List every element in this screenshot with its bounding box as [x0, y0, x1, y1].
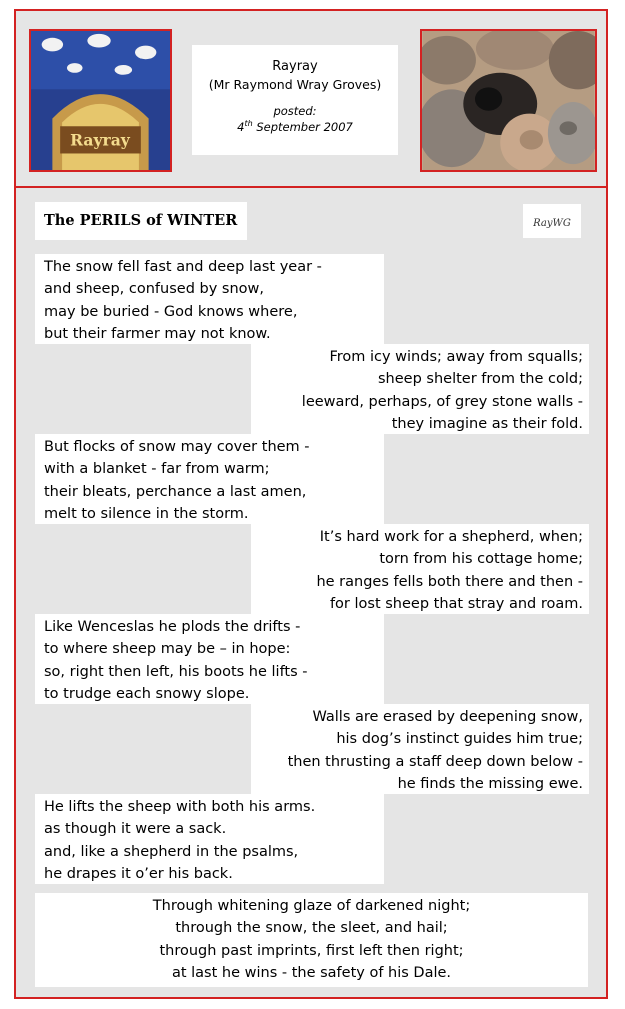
poem-line: for lost sheep that stray and roam. [329, 596, 583, 613]
poem-line: may be buried - God knows where, [44, 303, 298, 320]
stanza-3 [35, 434, 384, 524]
poem-line: he ranges fells both there and then - [316, 573, 583, 590]
stanza-5 [35, 614, 384, 704]
poem-line: But flocks of snow may cover them - [44, 439, 310, 455]
poem-line: leeward, perhaps, of grey stone walls - [301, 393, 583, 410]
rayray-logo-image [29, 29, 172, 172]
poem-title: The PERILS of WINTER [35, 202, 247, 240]
author-fullname: (Mr Raymond Wray Groves) [208, 77, 382, 92]
poem-line: he drapes it o’er his back. [44, 866, 233, 883]
poem-line: torn from his cottage home; [379, 551, 583, 568]
poem-line: his dog’s instinct guides him true; [336, 731, 583, 748]
poem-line: to trudge each snowy slope. [44, 686, 250, 703]
stanza-4 [251, 524, 589, 614]
stanza-6 [251, 704, 589, 794]
poem-line: as though it were a sack. [44, 821, 227, 838]
posted-label: posted: [273, 104, 317, 118]
poem-line: at last he wins - the safety of his Dale. [171, 965, 452, 982]
poem-line: The snow fell fast and deep last year - [44, 259, 322, 275]
poem-line: sheep shelter from the cold; [378, 371, 583, 388]
sheep-flock-illustration [422, 31, 595, 170]
poem-line: melt to silence in the storm. [44, 506, 249, 523]
signature-text: RayWG [533, 218, 571, 229]
poem-line: Walls are erased by deepening snow, [312, 709, 583, 725]
poem-line: then thrusting a staff deep down below - [287, 753, 583, 770]
poem-line: so, right then left, his boots he lifts - [44, 663, 308, 680]
poem-line: their bleats, perchance a last amen, [44, 483, 307, 500]
poem-line: and sheep, confused by snow, [44, 281, 264, 298]
rayray-logo-text: Rayray [70, 130, 130, 150]
poem-line: he finds the missing ewe. [397, 776, 583, 793]
sheep-photo [420, 29, 597, 172]
stanza-1 [35, 254, 384, 344]
author-name: Rayray [272, 59, 318, 74]
poem-line: but their farmer may not know. [44, 326, 271, 343]
posted-date [192, 119, 398, 135]
posted-day-suffix: th [244, 119, 253, 129]
poem-line: He lifts the sheep with both his arms. [44, 799, 316, 815]
signature-image [523, 204, 581, 238]
poem-line: through the snow, the sleet, and hail; [175, 920, 448, 937]
posted-month-year: September 2007 [252, 120, 353, 134]
signature-scribble [523, 204, 581, 238]
poem-line: Through whitening glaze of darkened night; [152, 898, 471, 914]
poem-line: they imagine as their fold. [391, 416, 583, 433]
posted-day: 4 [237, 120, 245, 134]
stanza-7 [35, 794, 384, 884]
stanza-2 [251, 344, 589, 434]
sheep-sky-illustration [31, 31, 170, 170]
author-info-box [192, 45, 398, 155]
poem-line: to where sheep may be – in hope: [44, 641, 291, 658]
poem-line: It’s hard work for a shepherd, when; [319, 529, 583, 545]
poem-line: and, like a shepherd in the psalms, [44, 843, 299, 860]
poem-line: From icy winds; away from squalls; [329, 349, 583, 365]
poem-line: through past imprints, first left then right; [159, 942, 464, 959]
stanza-8 [35, 893, 588, 987]
poem-line: with a blanket - far from warm; [44, 461, 270, 478]
poem-line: Like Wenceslas he plods the drifts - [44, 619, 301, 635]
header [16, 11, 606, 188]
page-frame [14, 9, 608, 999]
